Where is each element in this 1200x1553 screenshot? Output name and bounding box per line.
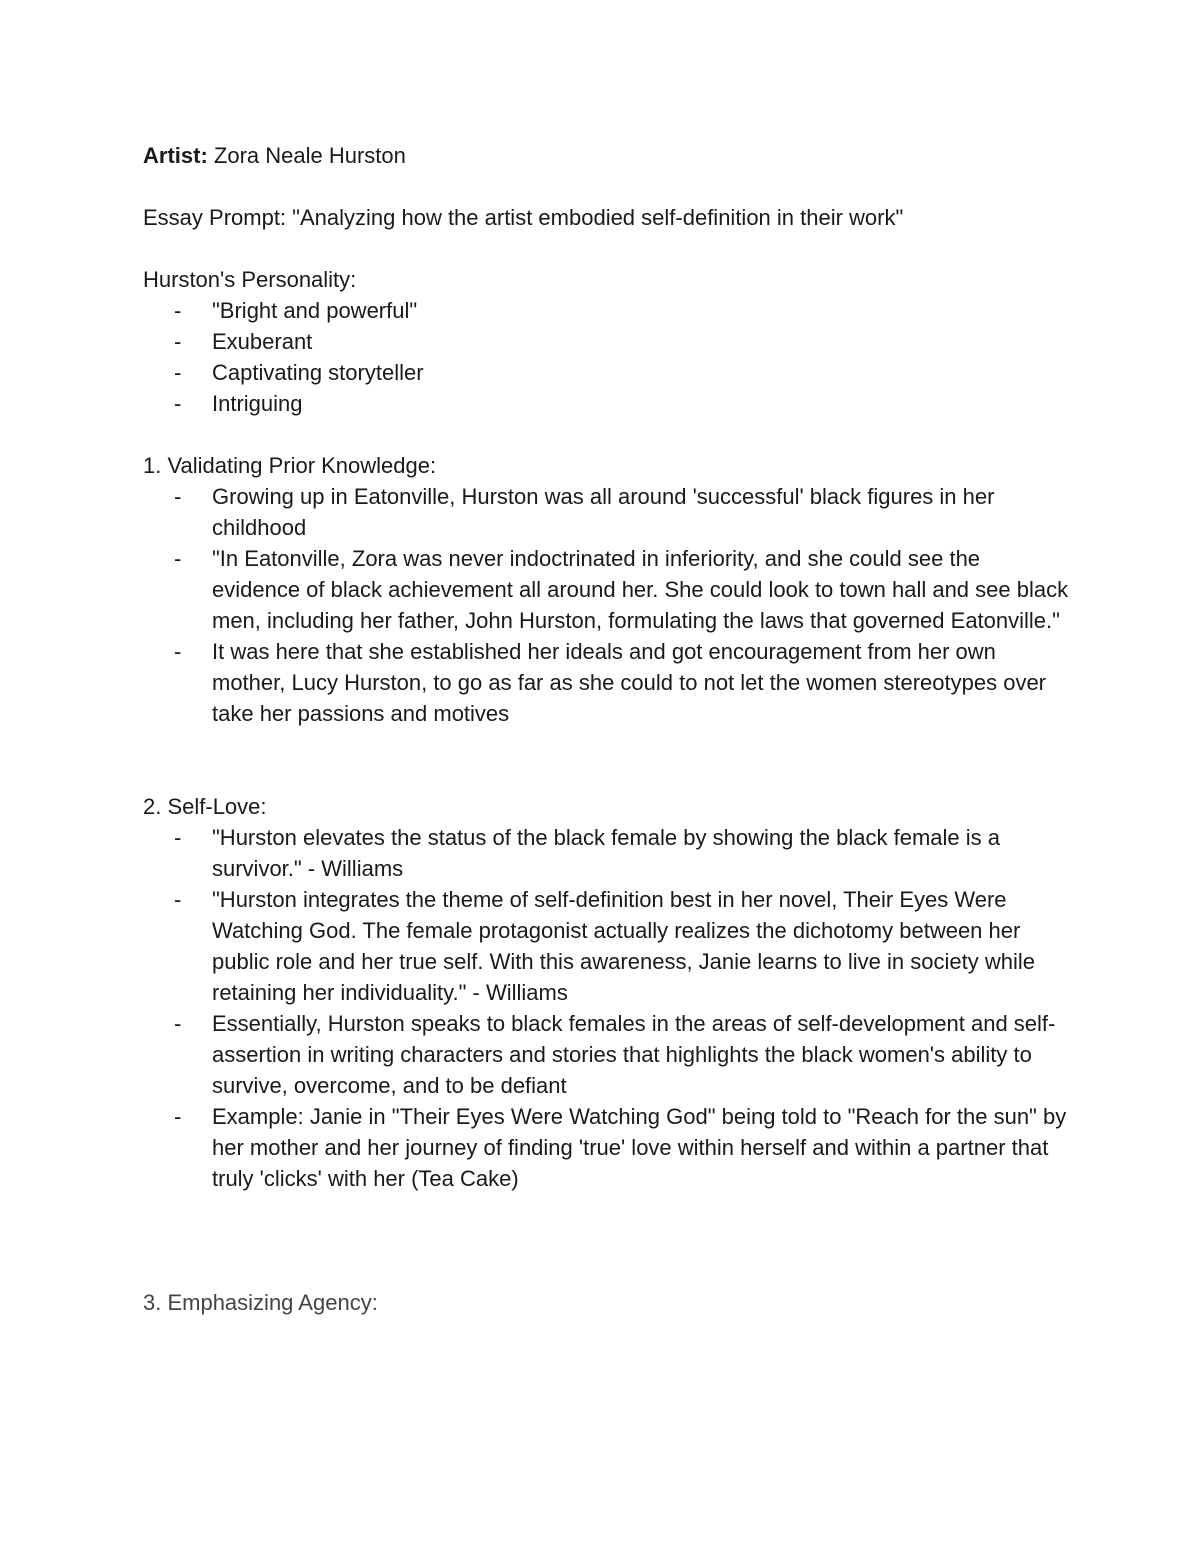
bullet-dash: - — [174, 1011, 182, 1036]
list-item-text: It was here that she established her ideals and got encouragement from her own mother, Lucy Hurston, to go as far as she could to not let the women stereotypes over take her passions and motives — [212, 639, 1047, 726]
list-item — [143, 543, 1073, 636]
list-item-text: "Bright and powerful" — [212, 298, 418, 323]
bullet-dash: - — [174, 360, 182, 385]
spacer — [143, 419, 1073, 450]
list-item-text: Intriguing — [212, 391, 303, 416]
list-item-text: "Hurston elevates the status of the black female by showing the black female is a survivor." - Williams — [212, 825, 1001, 881]
list-item-text: Essentially, Hurston speaks to black females in the areas of self-development and self-assertion in writing characters and stories that highlights the black women's ability to survive, overcome, and to be defiant — [212, 1011, 1056, 1098]
section-list — [143, 822, 1073, 1194]
list-item — [143, 636, 1073, 729]
list-item — [143, 357, 1073, 388]
artist-label: Artist: — [143, 143, 208, 168]
list-item-text: Exuberant — [212, 329, 313, 354]
section-heading: 1. Validating Prior Knowledge: — [143, 453, 437, 478]
spacer — [143, 171, 1073, 202]
bullet-dash: - — [174, 484, 182, 509]
list-item-text: "Hurston integrates the theme of self-definition best in her novel, Their Eyes Were Watching God. The female protagonist actually realizes the dichotomy between her public role and her true self. With this awareness, Janie learns to live in society while retaining her individuality." - Williams — [212, 887, 1035, 1005]
personality-list — [143, 295, 1073, 419]
bullet-dash: - — [174, 391, 182, 416]
spacer — [143, 729, 1073, 791]
document-body — [143, 140, 1073, 1318]
bullet-dash: - — [174, 1104, 182, 1129]
spacer — [143, 1194, 1073, 1287]
list-item-text: Growing up in Eatonville, Hurston was all around 'successful' black figures in her childhood — [212, 484, 995, 540]
bullet-dash: - — [174, 825, 182, 850]
artist-name: Zora Neale Hurston — [213, 143, 406, 168]
list-item-text: Captivating storyteller — [212, 360, 424, 385]
bullet-dash: - — [174, 639, 182, 664]
personality-heading: Hurston's Personality: — [143, 267, 357, 292]
artist-line — [143, 140, 1073, 171]
list-item — [143, 1008, 1073, 1101]
bullet-dash: - — [174, 546, 182, 571]
bullet-dash: - — [174, 887, 182, 912]
spacer — [143, 233, 1073, 264]
list-item — [143, 822, 1073, 884]
list-item — [143, 884, 1073, 1008]
list-item — [143, 388, 1073, 419]
list-item-text: Example: Janie in "Their Eyes Were Watching God" being told to "Reach for the sun" by her mother and her journey of finding 'true' love within herself and within a partner that truly 'clicks' with her (Tea Cake) — [212, 1104, 1067, 1191]
bullet-dash: - — [174, 329, 182, 354]
list-item — [143, 481, 1073, 543]
list-item — [143, 326, 1073, 357]
list-item — [143, 1101, 1073, 1194]
bullet-dash: - — [174, 298, 182, 323]
list-item-text: "In Eatonville, Zora was never indoctrinated in inferiority, and she could see the evidence of black achievement all around her. She could look to town hall and see black men, including her father, John Hurston, formulating the laws that governed Eatonville." — [212, 546, 1069, 633]
section-heading: 2. Self-Love: — [143, 794, 267, 819]
list-item — [143, 295, 1073, 326]
essay-prompt: Essay Prompt: "Analyzing how the artist embodied self-definition in their work" — [143, 205, 904, 230]
section-heading: 3. Emphasizing Agency: — [143, 1290, 378, 1315]
section-list — [143, 481, 1073, 729]
